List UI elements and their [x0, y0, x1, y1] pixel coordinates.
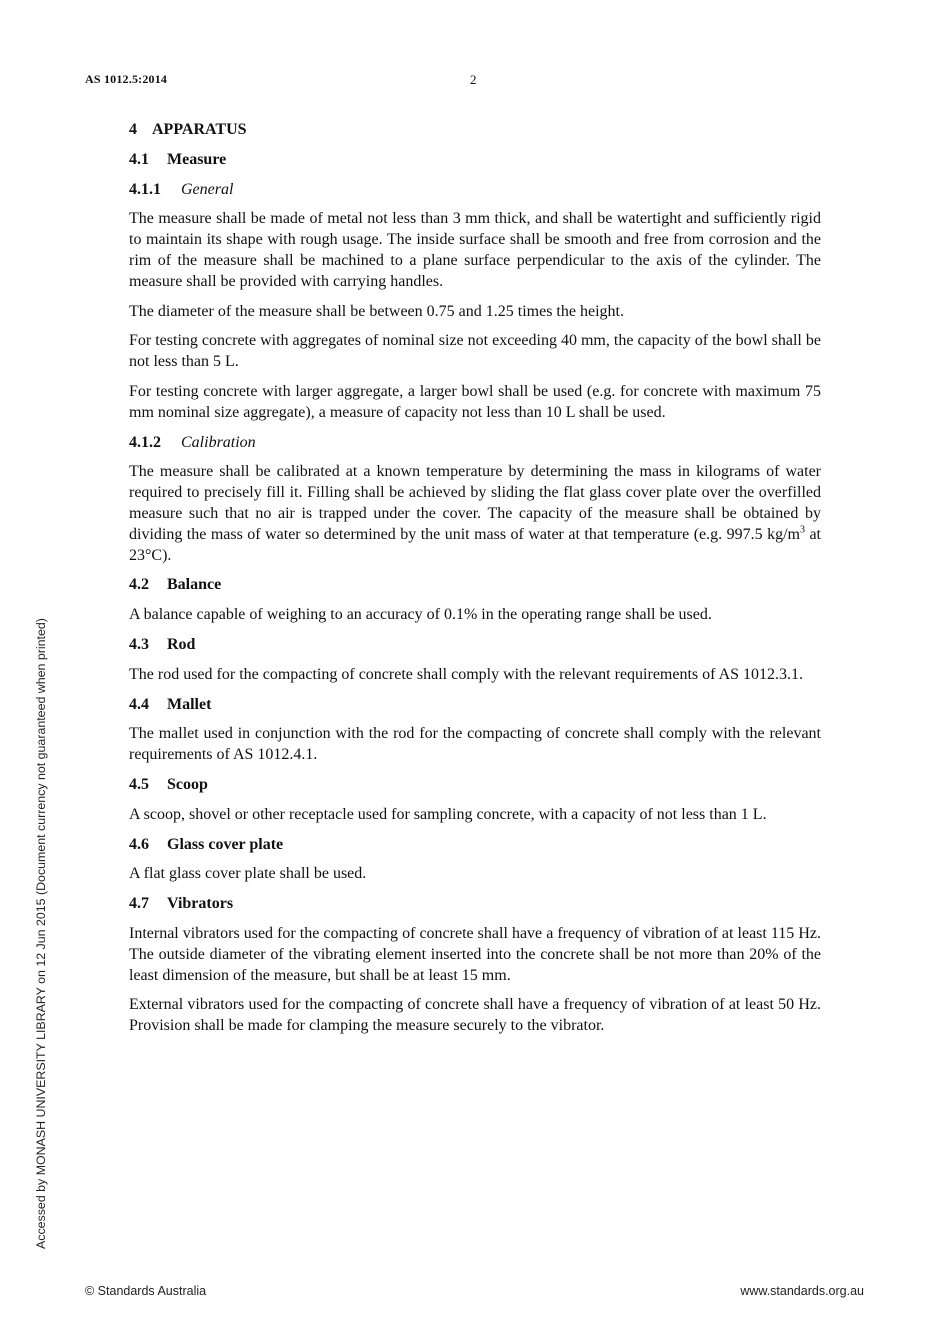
- heading-4-7: [129, 894, 821, 915]
- document-body: [129, 120, 821, 1046]
- paragraph: The mallet used in conjunction with the rod for the compacting of concrete shall comply with the relevant requirements of AS 1012.4.1.: [129, 725, 821, 764]
- heading-title: Mallet: [167, 695, 212, 713]
- heading-number: 4.1: [129, 150, 149, 168]
- heading-number: 4.6: [129, 835, 149, 853]
- superscript: 3: [799, 524, 805, 536]
- footer-copyright: © Standards Australia: [85, 1284, 207, 1298]
- paragraph: The rod used for the compacting of concrete shall comply with the relevant requirements of AS 1012.3.1.: [129, 665, 804, 683]
- heading-title: Scoop: [167, 775, 208, 793]
- heading-number: 4.1.2: [129, 433, 161, 451]
- heading-title: Balance: [167, 576, 222, 594]
- paragraph: External vibrators used for the compacting of concrete shall have a frequency of vibration of at least 50 Hz. Provision shall be made for clamping the measure securely to the vibrator.: [129, 996, 821, 1035]
- heading-title: General: [181, 180, 234, 198]
- heading-number: 4.1.1: [129, 180, 161, 198]
- heading-4-6: [129, 835, 821, 856]
- heading-4-4: [129, 695, 821, 716]
- heading-number: 4.4: [129, 695, 149, 713]
- paragraph: A scoop, shovel or other receptacle used for sampling concrete, with a capacity of not less than 1 L.: [129, 805, 767, 823]
- heading-number: 4.3: [129, 635, 149, 653]
- heading-number: 4.7: [129, 895, 149, 913]
- heading-4-1-1: [129, 180, 821, 201]
- heading-title: Measure: [167, 150, 227, 168]
- section-number: 4: [129, 121, 137, 138]
- heading-4-1: [129, 150, 821, 171]
- heading-4-2: [129, 575, 821, 596]
- paragraph-calibration: [129, 462, 821, 566]
- heading-title: Vibrators: [167, 895, 234, 913]
- heading-number: 4.2: [129, 576, 149, 594]
- paragraph: Internal vibrators used for the compacting of concrete shall have a frequency of vibration of at least 115 Hz. The outside diameter of the vibrating element inserted into the concrete shall be not more than 20% of the least dimension of the measure, but shall be at least 15 mm.: [129, 924, 821, 984]
- heading-4-1-2: [129, 433, 821, 454]
- heading-title: Glass cover plate: [167, 835, 284, 853]
- paragraph: A flat glass cover plate shall be used.: [129, 865, 367, 883]
- paragraph: The diameter of the measure shall be between 0.75 and 1.25 times the height.: [129, 302, 624, 320]
- access-notice: Accessed by MONASH UNIVERSITY LIBRARY on 12 Jun 2015 (Document currency not guaranteed when printed): [34, 618, 48, 1249]
- paragraph: The measure shall be made of metal not less than 3 mm thick, and shall be watertight and sufficiently rigid to maintain its shape with rough usage. The inside surface shall be smooth and free from corrosion and the rim of the measure shall be machined to a plane surface perpendicular to the axis of the cylinder. The measure shall be provided with carrying handles.: [129, 210, 821, 290]
- heading-title: Calibration: [181, 433, 256, 451]
- heading-4-3: [129, 635, 821, 656]
- paragraph: For testing concrete with larger aggregate, a larger bowl shall be used (e.g. for concrete with maximum 75 mm nominal size aggregate), a measure of capacity not less than 10 L shall be used.: [129, 382, 821, 421]
- heading-title: Rod: [167, 635, 196, 653]
- calibration-text: The measure shall be calibrated at a known temperature by determining the mass in kilograms of water required to precisely fill it. Filling shall be achieved by sliding the flat glass cover plate over the overfilled measure such that no air is trapped under the cover. The capacity of the measure shall be obtained by dividing the mass of water so determined by the unit mass of water at that temperature (e.g. 997.5 kg/m: [129, 463, 821, 543]
- page-number: 2: [470, 72, 477, 87]
- heading-number: 4.5: [129, 775, 149, 793]
- section-title: APPARATUS: [152, 121, 247, 138]
- section-heading: [129, 120, 821, 141]
- paragraph: A balance capable of weighing to an accuracy of 0.1% in the operating range shall be used.: [129, 606, 712, 624]
- document-id: AS 1012.5:2014: [85, 72, 168, 86]
- heading-4-5: [129, 775, 821, 796]
- paragraph: For testing concrete with aggregates of nominal size not exceeding 40 mm, the capacity of the bowl shall be not less than 5 L.: [129, 332, 821, 371]
- calibration-text-end: at 23°C).: [129, 525, 822, 564]
- footer-website-link[interactable]: www.standards.org.au: [740, 1284, 864, 1298]
